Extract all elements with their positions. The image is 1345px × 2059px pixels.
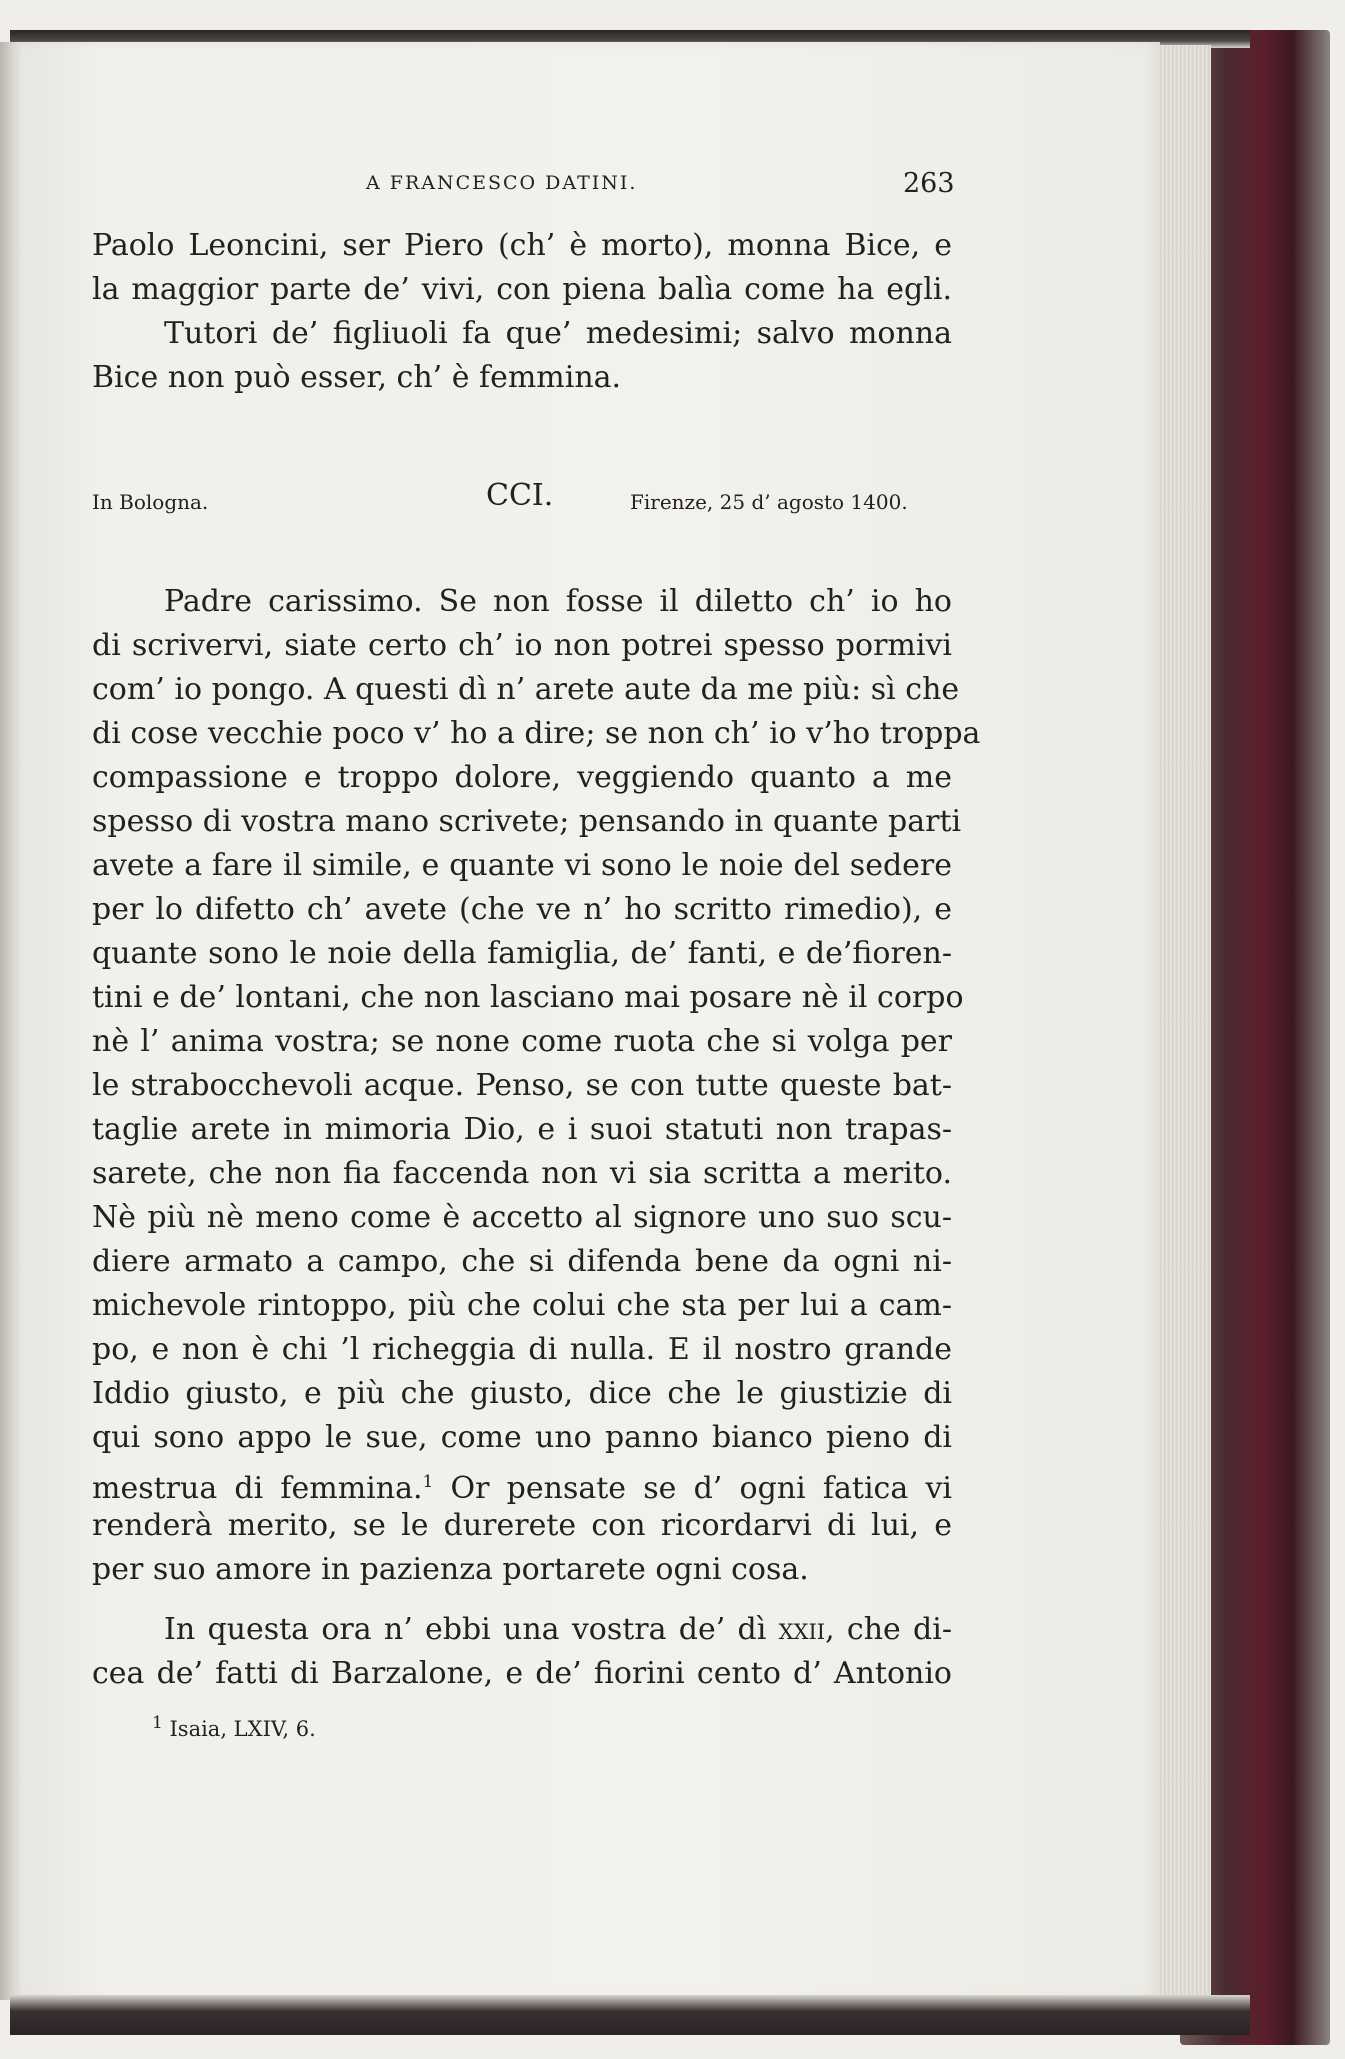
text-line: sarete, che non fia faccenda non vi sia scritta a merito. [92,1156,952,1191]
text-line: avete a fare il simile, e quante vi sono le noie del sedere [92,848,952,883]
page-gutter [0,42,22,2000]
text-line: po, e non è chi ’l richeggia di nulla. E il nostro grande [92,1332,952,1367]
text-line: quante sono le noie della famiglia, de’ fanti, e de’fioren- [92,936,952,971]
footnote-marker: 1 [152,1713,163,1733]
text-line: com’ io pongo. A questi dì n’ arete aute da me più: sì che [92,672,960,707]
text-line: per lo difetto ch’ avete (che ve n’ ho scritto rimedio), e [92,892,952,927]
letter-number: CCI. [486,478,554,513]
text-line: spesso di vostra mano scrivete; pensando in quante parti [92,804,962,839]
text-line: Paolo Leoncini, ser Piero (ch’ è morto), monna Bice, e [92,228,952,263]
footnote-text: Isaia, LXIV, 6. [162,1717,316,1741]
text-segment: mestrua di femmina. [92,1471,423,1506]
running-head: A FRANCESCO DATINI. [366,172,638,194]
text-segment: , che di- [825,1612,952,1647]
text-line: qui sono appo le sue, come uno panno bianco pieno di [92,1420,952,1455]
page-number: 263 [903,168,955,199]
text-line: Bice non può esser, ch’ è femmina. [92,360,622,395]
text-segment: In questa ora n’ ebbi una vostra de’ dì [164,1612,779,1647]
text-line: taglie arete in mimoria Dio, e i suoi statuti non trapas- [92,1112,952,1147]
text-line: di scrivervi, siate certo ch’ io non potrei spesso pormivi [92,628,952,663]
text-line: michevole rintoppo, più che colui che sta per lui a cam- [92,1288,952,1323]
roman-day: xxii [778,1612,826,1647]
book-bottom-edge [10,1995,1250,2035]
text-line: renderà merito, se le durerete con ricordarvi di lui, e [92,1508,952,1543]
footnote-marker: 1 [422,1472,434,1492]
text-line: le strabocchevoli acque. Penso, se con tutte queste bat- [92,1068,952,1103]
text-line: Tutori de’ figliuoli fa que’ medesimi; salvo monna [164,316,952,351]
text-line [164,1608,952,1652]
text-line: per suo amore in pazienza portarete ogni cosa. [92,1552,809,1587]
text-line: Padre carissimo. Se non fosse il diletto ch’ io ho [164,584,952,619]
text-line: diere armato a campo, che si difenda bene da ogni ni- [92,1244,952,1279]
text-line: nè l’ anima vostra; se none come ruota che si volga per [92,1024,952,1059]
text-line: compassione e troppo dolore, veggiendo quanto a me [92,760,952,795]
letter-place: In Bologna. [92,490,209,514]
text-line: tini e de’ lontani, che non lasciano mai posare nè il corpo [92,980,964,1015]
letter-date: Firenze, 25 d’ agosto 1400. [630,490,908,514]
text-line: cea de’ fatti di Barzalone, e de’ fiorini cento d’ Antonio [92,1656,952,1691]
footnote [152,1713,316,1741]
text-line: Iddio giusto, e più che giusto, dice che le giustizie di [92,1376,952,1411]
text-line: Nè più nè meno come è accetto al signore uno suo scu- [92,1200,952,1235]
text-segment: Or pensate se d’ ogni fatica vi [433,1471,952,1506]
text-line: di cose vecchie poco v’ ho a dire; se non ch’ io v’ho troppa [92,716,981,751]
text-line: la maggior parte de’ vivi, con piena balìa come ha egli. [92,272,952,307]
